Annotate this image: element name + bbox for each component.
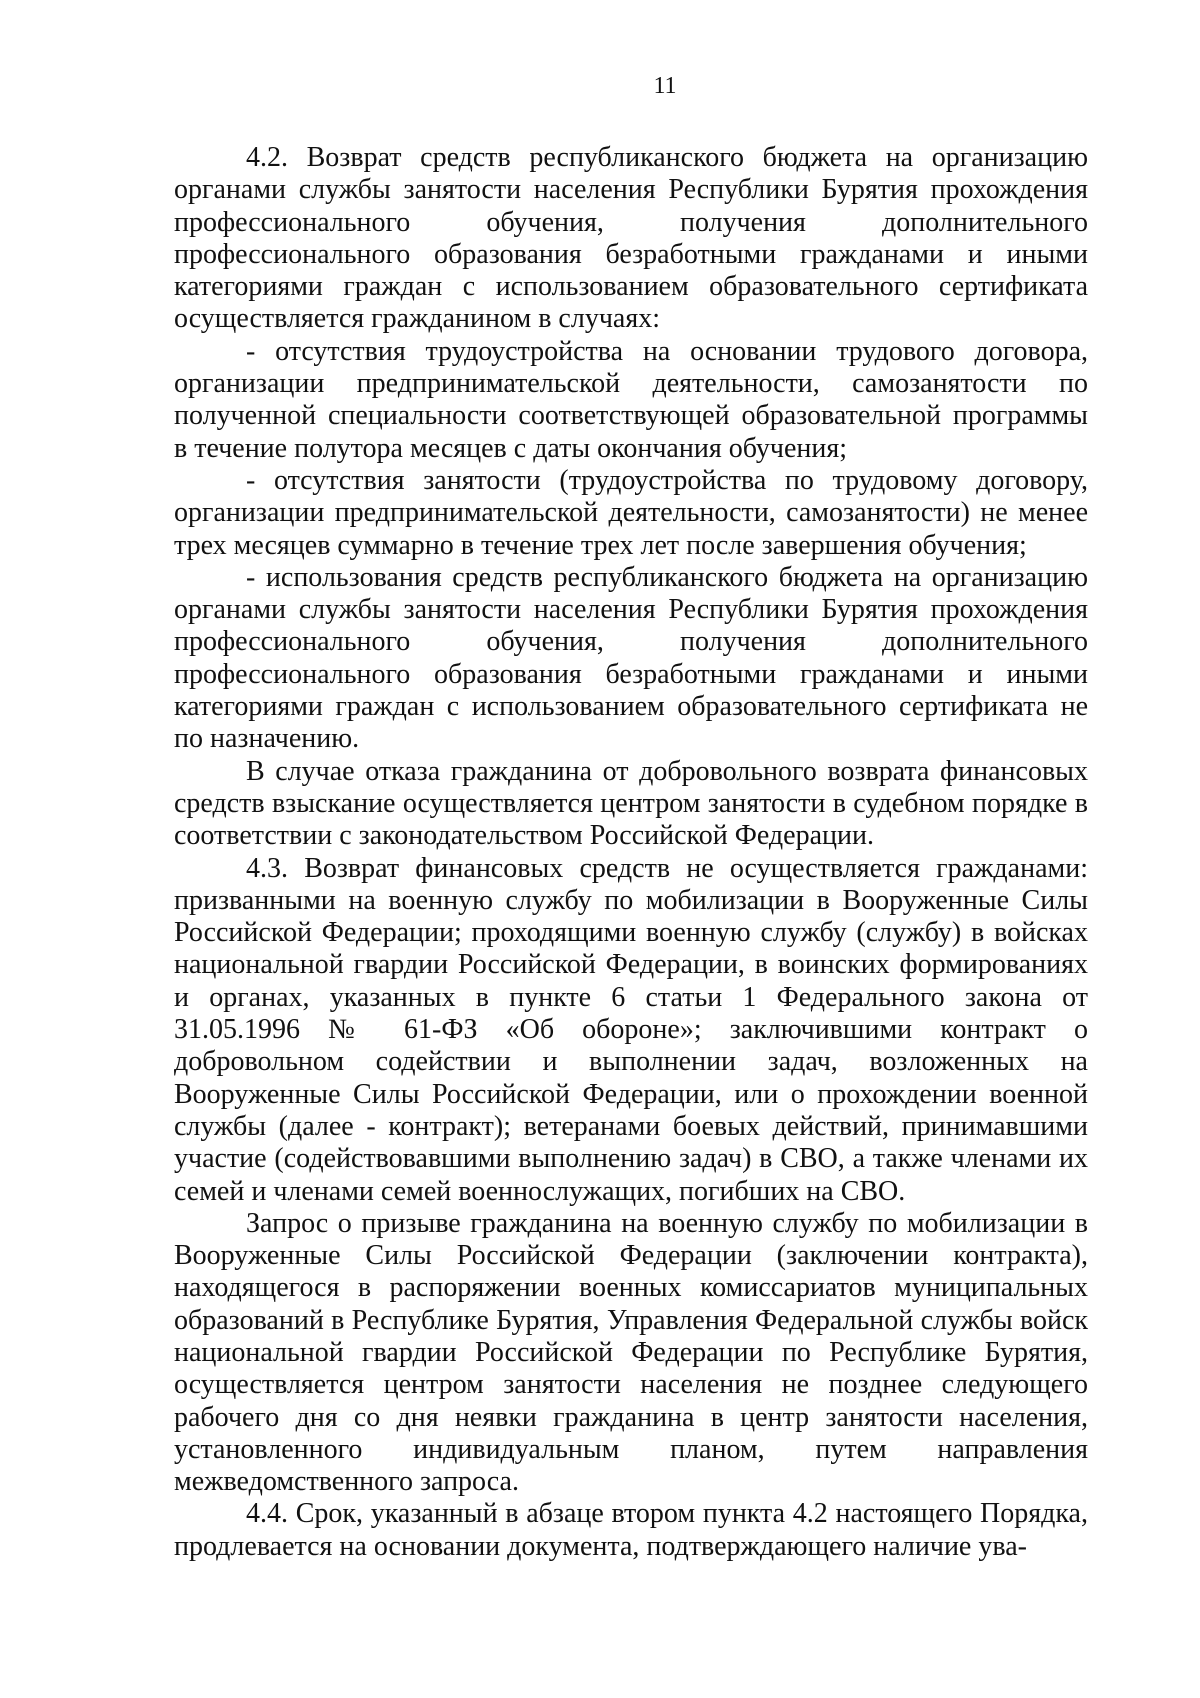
- page-number: 11: [653, 73, 677, 99]
- paragraph-case-occupation: - отсутствия занятости (трудоустройства по трудовому договору, организации предпринимательской деятельности, самозанятости) не менее трех месяцев суммарно в течение трех лет после завершения обучения;: [174, 464, 1088, 561]
- paragraph-refusal: В случае отказа гражданина от добровольного возврата финансовых средств взыскание осуществляется центром занятости в судебном порядке в соответствии с законодательством Российской Федерации.: [174, 755, 1088, 852]
- paragraph-4-2: 4.2. Возврат средств республиканского бюджета на организацию органами службы занятости населения Республики Бурятия прохождения профессионального обучения, получения дополнительного профессионального образования безработными гражданами и иными категориями граждан с использованием образовательного сертификата осуществляется гражданином в случаях:: [174, 142, 1088, 335]
- paragraph-case-misuse: - использования средств республиканского бюджета на организацию органами службы занятости населения Республики Бурятия прохождения профессионального обучения, получения дополнительного профессионального образования безработными гражданами и иными категориями граждан с использованием образовательного сертификата не по назначению.: [174, 561, 1088, 755]
- paragraph-4-4: 4.4. Срок, указанный в абзаце втором пункта 4.2 настоящего Порядка, продлевается на основании документа, подтверждающего наличие ува-: [174, 1498, 1088, 1562]
- paragraph-4-3: 4.3. Возврат финансовых средств не осуществляется гражданами: призванными на военную службу по мобилизации в Вооруженные Силы Российской Федерации; проходящими военную службу (службу) в войсках национальной гвардии Российской Федерации, в воинских формированиях и органах, указанных в пункте 6 статьи 1 Федерального закона от 31.05.1996 № 61-ФЗ «Об обороне»; заключившими контракт о добровольном содействии и выполнении задач, возложенных на Вооруженные Силы Российской Федерации, или о прохождении военной службы (далее - контракт); ветеранами боевых действий, принимавшими участие (содействовавшими выполнению задач) в СВО, а также членами их семей и членами семей военнослужащих, погибших на СВО.: [174, 852, 1088, 1207]
- paragraph-mobilization-request: Запрос о призыве гражданина на военную службу по мобилизации в Вооруженные Силы Российской Федерации (заключении контракта), находящегося в распоряжении военных комиссариатов муниципальных образований в Республике Бурятия, Управления Федеральной службы войск национальной гвардии Российской Федерации по Республике Бурятия, осуществляется центром занятости населения не позднее следующего рабочего дня со дня неявки гражданина в центр занятости населения, установленного индивидуальным планом, путем направления межведомственного запроса.: [174, 1207, 1088, 1498]
- document-body: [174, 142, 1088, 1563]
- paragraph-case-employment: - отсутствия трудоустройства на основании трудового договора, организации предпринимательской деятельности, самозанятости по полученной специальности соответствующей образовательной программы в течение полутора месяцев с даты окончания обучения;: [174, 335, 1088, 464]
